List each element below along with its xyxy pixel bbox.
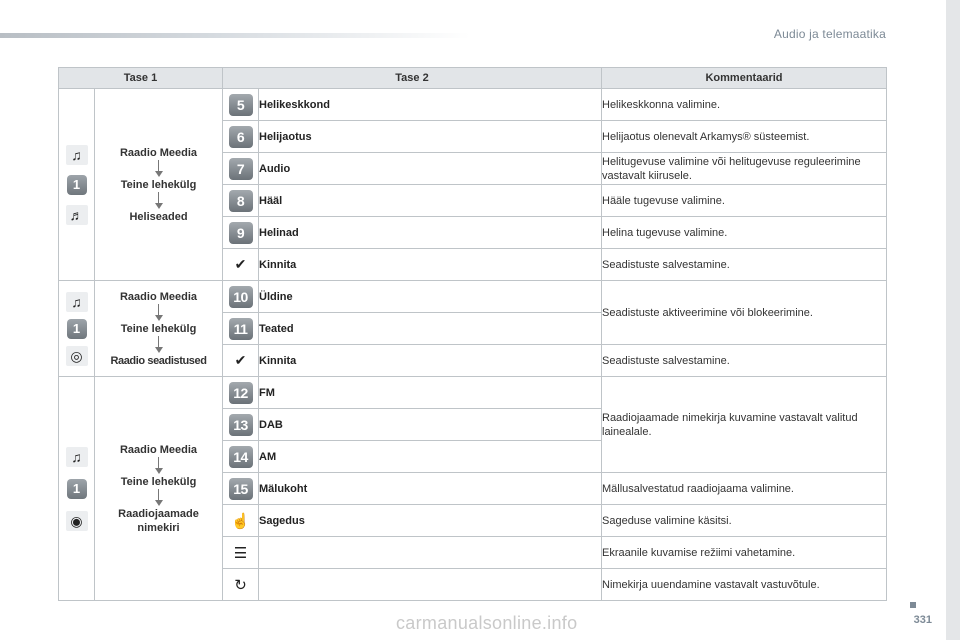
radio-list-icon: ◉ [66, 511, 88, 531]
number-badge: 10 [229, 286, 253, 308]
option-label: Üldine [259, 281, 602, 313]
path-item: Raadio Meedia [119, 443, 198, 456]
option-comment: Helitugevuse valimine või helitugevuse reguleerimine vastavalt kiirusele. [602, 153, 887, 185]
settings-table [58, 67, 887, 601]
path-item: Teine lehekülg [120, 322, 197, 335]
option-comment: Helina tugevuse valimine. [602, 217, 887, 249]
display-mode-icon: ☰ [233, 544, 248, 562]
option-label: Helijaotus [259, 121, 602, 153]
path-item: Raadio seadistused [110, 354, 207, 367]
option-label: Kinnita [259, 249, 602, 281]
path-item: Raadio Meedia [119, 290, 198, 303]
number-badge: 12 [229, 382, 253, 404]
arrow-down-icon [155, 304, 163, 322]
option-label: DAB [259, 409, 602, 441]
header-decor-bar [0, 33, 470, 38]
path-item: Raadio Meedia [119, 146, 198, 159]
page-marker [910, 602, 916, 608]
table-row [59, 89, 887, 121]
option-comment: Raadiojaamade nimekirja kuvamine vastavalt valitud lainealale. [602, 377, 887, 473]
option-label: Hääl [259, 185, 602, 217]
path-item: Raadiojaamade nimekiri [118, 507, 199, 534]
step-badge: 1 [67, 175, 87, 195]
option-label: Audio [259, 153, 602, 185]
arrow-down-icon [155, 160, 163, 178]
menu-path [95, 89, 223, 281]
path-item: Teine lehekülg [120, 178, 197, 191]
checkmark-icon: ✔ [234, 352, 247, 368]
col-header-comment: Kommentaarid [602, 68, 887, 89]
number-badge: 13 [229, 414, 253, 436]
menu-path [95, 281, 223, 377]
option-comment: Helijaotus olenevalt Arkamys® süsteemist. [602, 121, 887, 153]
option-label: AM [259, 441, 602, 473]
number-badge: 11 [229, 318, 253, 340]
number-badge: 15 [229, 478, 253, 500]
group-icons [59, 377, 95, 601]
option-label: Sagedus [259, 505, 602, 537]
option-comment: Ekraanile kuvamise režiimi vahetamine. [602, 537, 887, 569]
option-comment: Seadistuste aktiveerimine või blokeerimine. [602, 281, 887, 345]
checkmark-icon: ✔ [234, 256, 247, 272]
option-comment: Mällusalvestatud raadiojaama valimine. [602, 473, 887, 505]
option-label: Teated [259, 313, 602, 345]
option-comment: Seadistuste salvestamine. [602, 345, 887, 377]
table-row [59, 281, 887, 313]
arrow-down-icon [155, 192, 163, 210]
number-badge: 6 [229, 126, 253, 148]
option-comment: Hääle tugevuse valimine. [602, 185, 887, 217]
path-item: Teine lehekülg [120, 475, 197, 488]
number-badge: 8 [229, 190, 253, 212]
path-item: Heliseaded [129, 210, 188, 223]
watermark: carmanualsonline.info [396, 613, 578, 633]
option-label [259, 537, 602, 569]
col-header-level2: Tase 2 [223, 68, 602, 89]
option-label: Kinnita [259, 345, 602, 377]
option-comment: Seadistuste salvestamine. [602, 249, 887, 281]
number-badge: 9 [229, 222, 253, 244]
radio-settings-icon: ◎ [66, 346, 88, 366]
music-settings-icon: ♬ [66, 205, 88, 225]
hand-touch-icon: ☝ [231, 512, 250, 530]
number-badge: 14 [229, 446, 253, 468]
group-icons [59, 89, 95, 281]
arrow-down-icon [155, 489, 163, 507]
group-icons [59, 281, 95, 377]
table-row [59, 377, 887, 409]
option-label: Helikeskkond [259, 89, 602, 121]
music-note-icon: ♫ [66, 145, 88, 165]
option-comment: Nimekirja uuendamine vastavalt vastuvõtule. [602, 569, 887, 601]
option-comment: Helikeskkonna valimine. [602, 89, 887, 121]
refresh-icon: ↻ [234, 576, 247, 594]
menu-path [95, 377, 223, 601]
option-label: Helinad [259, 217, 602, 249]
option-label: Mälukoht [259, 473, 602, 505]
option-comment: Sageduse valimine käsitsi. [602, 505, 887, 537]
step-badge: 1 [67, 319, 87, 339]
step-badge: 1 [67, 479, 87, 499]
page-number: 331 [913, 614, 932, 626]
number-badge: 5 [229, 94, 253, 116]
col-header-level1: Tase 1 [59, 68, 223, 89]
arrow-down-icon [155, 457, 163, 475]
music-note-icon: ♫ [66, 447, 88, 467]
music-note-icon: ♫ [66, 292, 88, 312]
option-label [259, 569, 602, 601]
side-band [946, 0, 960, 640]
option-label: FM [259, 377, 602, 409]
number-badge: 7 [229, 158, 253, 180]
section-title: Audio ja telemaatika [773, 27, 886, 41]
arrow-down-icon [155, 336, 163, 354]
